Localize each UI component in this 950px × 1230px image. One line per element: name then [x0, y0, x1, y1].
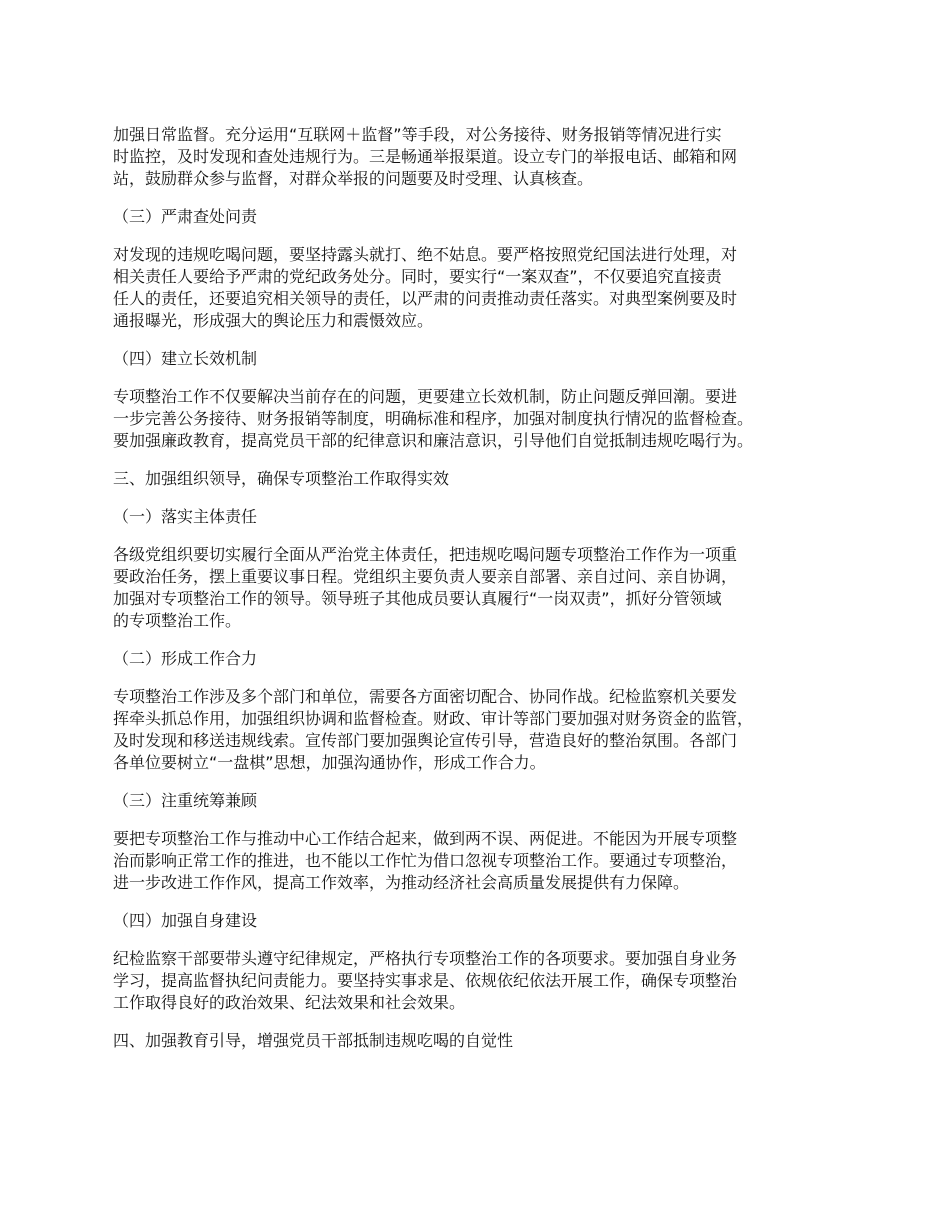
paragraph-line: 时监控，及时发现和查处违规行为。三是畅通举报渠道。设立专门的举报电话、邮箱和网: [113, 147, 738, 166]
paragraph: [113, 544, 858, 632]
paragraph: [113, 244, 858, 332]
paragraph-line: 的专项整治工作。: [113, 611, 242, 630]
section-heading: （三）注重统筹兼顾: [113, 791, 258, 810]
paragraph-line: 加强日常监督。充分运用“互联网＋监督”等手段，对公务接待、财务报销等情况进行实: [113, 125, 722, 144]
chapter-heading: 三、加强组织领导，确保专项整治工作取得实效: [113, 469, 450, 488]
paragraph: [113, 948, 858, 1014]
paragraph-line: 加强对专项整治工作的领导。领导班子其他成员要认真履行“一岗双责”，抓好分管领域: [113, 589, 722, 608]
paragraph-line: 相关责任人要给予严肃的党纪政务处分。同时，要实行“一案双查”，不仅要追究直接责: [113, 267, 722, 286]
paragraph-line: 学习，提高监督执纪问责能力。要坚持实事求是、依规依纪依法开展工作，确保专项整治: [113, 971, 738, 990]
paragraph-line: 挥牵头抓总作用，加强组织协调和监督检查。财政、审计等部门要加强对财务资金的监管，: [113, 709, 754, 728]
paragraph-line: 工作取得良好的政治效果、纪法效果和社会效果。: [113, 993, 466, 1012]
paragraph: [113, 386, 858, 452]
section-heading: （一）落实主体责任: [113, 507, 258, 526]
paragraph-line: 进一步改进工作作风，提高工作效率，为推动经济社会高质量发展提供有力保障。: [113, 873, 690, 892]
section-heading: （三）严肃查处问责: [113, 207, 258, 226]
paragraph: [113, 124, 858, 190]
paragraph-line: 纪检监察干部要带头遵守纪律规定，严格执行专项整治工作的各项要求。要加强自身业务: [113, 949, 738, 968]
paragraph-line: 各单位要树立“一盘棋”思想，加强沟通协作，形成工作合力。: [113, 753, 546, 772]
paragraph: [113, 828, 858, 894]
paragraph: [113, 686, 858, 774]
paragraph-line: 治而影响正常工作的推进，也不能以工作忙为借口忽视专项整治工作。要通过专项整治，: [113, 851, 738, 870]
section-heading: （四）建立长效机制: [113, 349, 258, 368]
paragraph-line: 专项整治工作涉及多个部门和单位，需要各方面密切配合、协同作战。纪检监察机关要发: [113, 687, 738, 706]
paragraph-line: 要加强廉政教育，提高党员干部的纪律意识和廉洁意识，引导他们自觉抵制违规吃喝行为。: [113, 431, 754, 450]
paragraph-line: 各级党组织要切实履行全面从严治党主体责任，把违规吃喝问题专项整治工作作为一项重: [113, 545, 738, 564]
paragraph-line: 专项整治工作不仅要解决当前存在的问题，更要建立长效机制，防止问题反弹回潮。要进: [113, 387, 738, 406]
paragraph-line: 对发现的违规吃喝问题，要坚持露头就打、绝不姑息。要严格按照党纪国法进行处理，对: [113, 245, 738, 264]
document-body: [113, 124, 858, 1068]
section-heading: （四）加强自身建设: [113, 911, 258, 930]
chapter-heading: 四、加强教育引导，增强党员干部抵制违规吃喝的自觉性: [113, 1031, 514, 1050]
paragraph-line: 任人的责任，还要追究相关领导的责任，以严肃的问责推动责任落实。对典型案例要及时: [113, 289, 738, 308]
section-heading: （二）形成工作合力: [113, 649, 258, 668]
paragraph-line: 及时发现和移送违规线索。宣传部门要加强舆论宣传引导，营造良好的整治氛围。各部门: [113, 731, 738, 750]
paragraph-line: 要把专项整治工作与推动中心工作结合起来，做到两不误、两促进。不能因为开展专项整: [113, 829, 738, 848]
paragraph-line: 要政治任务，摆上重要议事日程。党组织主要负责人要亲自部署、亲自过问、亲自协调，: [113, 567, 738, 586]
paragraph-line: 一步完善公务接待、财务报销等制度，明确标准和程序，加强对制度执行情况的监督检查。: [113, 409, 754, 428]
paragraph-line: 站，鼓励群众参与监督，对群众举报的问题要及时受理、认真核查。: [113, 169, 594, 188]
paragraph-line: 通报曝光，形成强大的舆论压力和震慑效应。: [113, 311, 434, 330]
